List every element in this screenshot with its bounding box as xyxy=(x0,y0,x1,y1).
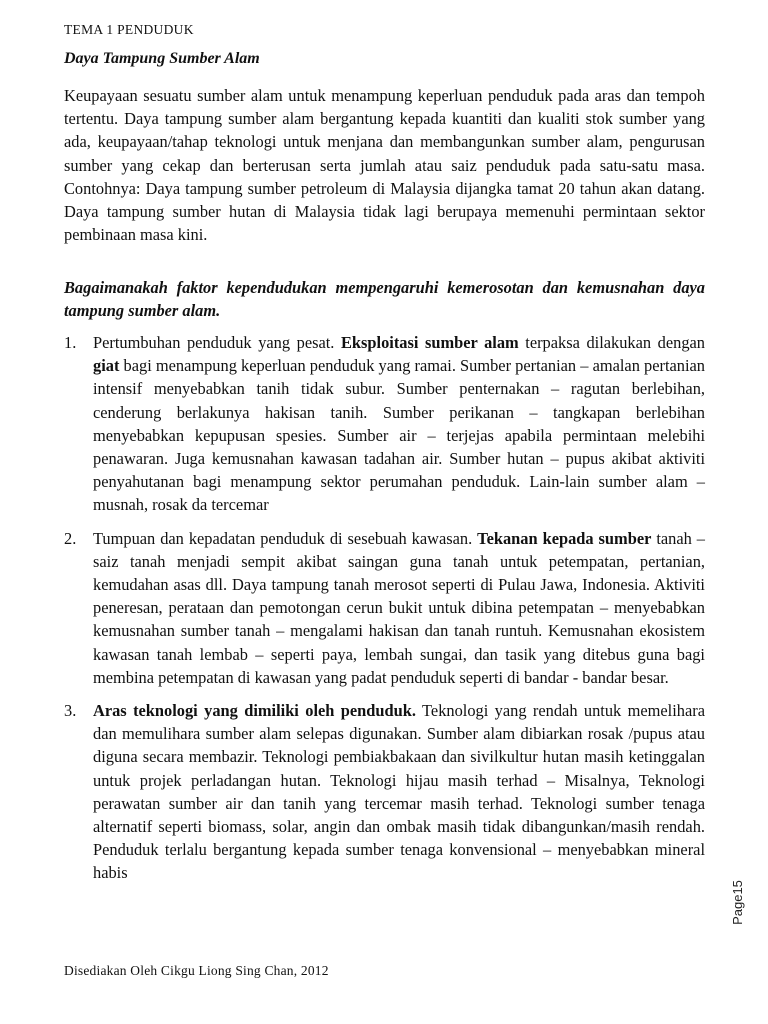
intro-paragraph: Keupayaan sesuatu sumber alam untuk menampung keperluan penduduk pada aras dan tempoh tertentu. Daya tampung sumber alam bergantung kepada kuantiti dan kualiti stok sumber yang ada, keupayaan/tahap teknologi untuk menjana dan membangunkan sumber alam, pengurusan sumber yang cekap dan berterusan serta jumlah atau saiz penduduk pada satu-satu masa. Contohnya: Daya tampung sumber petroleum di Malaysia dijangka tamat 20 tahun akan datang. Daya tampung sumber hutan di Malaysia tidak lagi berupaya memenuhi permintaan sektor pembinaan masa kini. xyxy=(64,86,705,245)
list-item-text-part: terpaksa dilakukan dengan xyxy=(518,333,705,352)
page-footer: Disediakan Oleh Cikgu Liong Sing Chan, 2012 xyxy=(64,963,329,978)
list-item-emphasis: giat xyxy=(93,356,120,376)
list-item-text-part: tanah – saiz tanah menjadi sempit akibat saingan guna tanah untuk petempatan, pertanian, kemudahan asas dll. Daya tampung tanah merosot seperti di Pulau Jawa, Indonesia. Aktiviti peneresan, perataan dan pemotongan cerun bukit untuk dibina petempatan – menyebabkan kemusnahan sumber tanah – mengalami hakisan dan tanah runtuh. Kemusnahan ekosistem kawasan tanah lembab – seperti paya, lembah sungai, dan tasik yang ditebus guna bagi membina petempatan di kawasan yang padat penduduk seperti di bandar - bandar besar. xyxy=(93,528,705,687)
list-item-emphasis: Eksploitasi sumber alam xyxy=(340,333,519,352)
list-item-number: 3. xyxy=(64,701,77,721)
page-number-label: Page15 xyxy=(729,879,745,925)
list-item-text xyxy=(93,527,705,689)
list-item-emphasis: Aras teknologi yang dimiliki oleh penduduk. xyxy=(93,701,416,721)
list-item-text-part: Teknologi yang rendah untuk memelihara dan memulihara sumber alam selepas digunakan. Sumber alam dibiarkan rosak /pupus atau diguna secara membazir. Teknologi pembiakbakaan dan sivilkultur hutan masih ketinggalan untuk projek perladangan hutan. Teknologi hijau masih terhad – Misalnya, Teknologi perawatan sumber air dan tanih yang tercemar masih terhad. Teknologi sumber tenaga alternatif seperti biomass, solar, angin dan ombak masih tidak dibangunkan/masih rendah. Penduduk terlalu bergantung kepada sumber tenaga konvensional – menyebabkan mineral habis xyxy=(93,701,705,883)
question-heading: Bagaimanakah faktor kependudukan mempengaruhi kemerosotan dan kemusnahan daya tampung sumber alam. xyxy=(64,278,705,321)
list-item-text-part: bagi menampung keperluan penduduk yang ramai. Sumber pertanian – amalan pertanian intensif menyebabkan tanih tidak subur. Sumber penternakan – ragutan berlebihan, cenderung berlakunya hakisan tanih. Sumber perikanan – tangkapan berlebihan menyebabkan kepupusan spesies. Sumber air – terjejas apabila permintaan melebihi penawaran. Juga kemusnahan kawasan tadahan air. Sumber hutan – pupus akibat aktiviti penyahutanan bagi menampung sektor perumahan penduduk. Lain-lain sumber alam – musnah, rosak da tercemar xyxy=(93,356,705,515)
list-item-emphasis: Tekanan kepada sumber xyxy=(477,528,652,548)
page-number xyxy=(712,872,762,932)
list-item-2 xyxy=(64,527,705,689)
numbered-list xyxy=(64,331,705,895)
list-item-text-part: Tumpuan dan kepadatan penduduk di sesebuah kawasan. xyxy=(93,528,478,548)
section-subtitle: Daya Tampung Sumber Alam xyxy=(64,50,260,67)
list-item-number: 1. xyxy=(64,333,77,352)
list-item-text-part: Pertumbuhan penduduk yang pesat. xyxy=(93,333,341,352)
list-item-1 xyxy=(64,331,705,517)
list-item-text xyxy=(93,331,705,517)
list-item-number: 2. xyxy=(64,528,77,548)
list-item-3 xyxy=(64,699,705,885)
page-header-title: TEMA 1 PENDUDUK xyxy=(64,22,194,37)
list-item-text xyxy=(93,699,705,885)
